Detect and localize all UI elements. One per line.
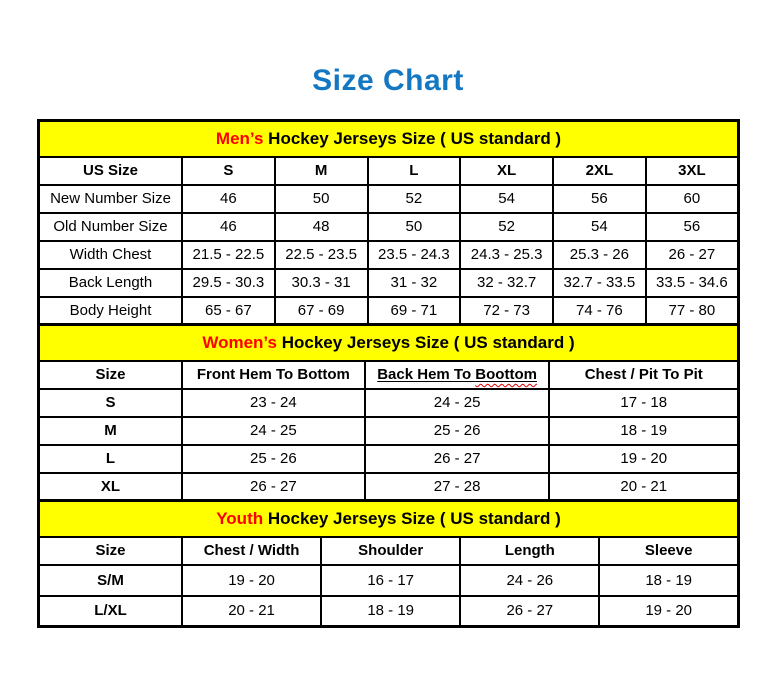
- mens-section-title-highlight: Men’s: [215, 128, 264, 148]
- cell: 19 - 20: [549, 445, 738, 473]
- col-header: S: [182, 157, 275, 185]
- row-label: S/M: [39, 565, 183, 596]
- cell: 24 - 26: [460, 565, 599, 596]
- cell: 27 - 28: [365, 473, 550, 501]
- cell: 60: [646, 185, 739, 213]
- cell: 26 - 27: [460, 596, 599, 627]
- table-row: [39, 389, 739, 417]
- col-header: Size: [39, 361, 183, 389]
- womens-size-table: [37, 323, 740, 502]
- col-header: M: [275, 157, 368, 185]
- cell: 24.3 - 25.3: [460, 241, 553, 269]
- row-label: L: [39, 445, 183, 473]
- womens-section-title-highlight: Women’s: [202, 332, 277, 352]
- cell: 32 - 32.7: [460, 269, 553, 297]
- cell: 50: [368, 213, 461, 241]
- table-row: [39, 297, 739, 325]
- youth-size-table: [37, 499, 740, 628]
- cell: 18 - 19: [599, 565, 738, 596]
- cell: 74 - 76: [553, 297, 646, 325]
- table-row: [39, 269, 739, 297]
- cell: 77 - 80: [646, 297, 739, 325]
- col-header: US Size: [39, 157, 183, 185]
- cell: 54: [460, 185, 553, 213]
- mens-section-band: [39, 121, 739, 157]
- cell: 24 - 25: [182, 417, 365, 445]
- cell: 48: [275, 213, 368, 241]
- row-label: L/XL: [39, 596, 183, 627]
- cell: 21.5 - 22.5: [182, 241, 275, 269]
- cell: 16 - 17: [321, 565, 460, 596]
- youth-section-title-rest: Hockey Jerseys Size ( US standard ): [263, 508, 561, 528]
- col-header: Sleeve: [599, 537, 738, 565]
- mens-header-row: [39, 157, 739, 185]
- cell: 54: [553, 213, 646, 241]
- col-header: Length: [460, 537, 599, 565]
- cell: 22.5 - 23.5: [275, 241, 368, 269]
- womens-section-band: [39, 325, 739, 361]
- table-row: [39, 417, 739, 445]
- table-row: [39, 241, 739, 269]
- cell: 69 - 71: [368, 297, 461, 325]
- cell: 26 - 27: [182, 473, 365, 501]
- youth-section-band: [39, 501, 739, 537]
- cell: 32.7 - 33.5: [553, 269, 646, 297]
- table-row: [39, 473, 739, 501]
- cell: 46: [182, 185, 275, 213]
- womens-section-title: [39, 325, 739, 361]
- col-header: Size: [39, 537, 183, 565]
- cell: 23.5 - 24.3: [368, 241, 461, 269]
- mens-section-title: [39, 121, 739, 157]
- cell: 46: [182, 213, 275, 241]
- womens-section-title-rest: Hockey Jerseys Size ( US standard ): [276, 332, 575, 352]
- cell: 24 - 25: [365, 389, 550, 417]
- table-row: [39, 213, 739, 241]
- table-row: [39, 565, 739, 596]
- cell: 23 - 24: [182, 389, 365, 417]
- col-header: [365, 361, 550, 389]
- cell: 25 - 26: [365, 417, 550, 445]
- col-header-text: Back Hem To: [377, 366, 476, 383]
- row-label: Width Chest: [39, 241, 183, 269]
- cell: 56: [553, 185, 646, 213]
- row-label: Back Length: [39, 269, 183, 297]
- size-chart-title: Size Chart: [312, 64, 464, 97]
- cell: 56: [646, 213, 739, 241]
- row-label: M: [39, 417, 183, 445]
- row-label: Old Number Size: [39, 213, 183, 241]
- col-header: Front Hem To Bottom: [182, 361, 365, 389]
- cell: 65 - 67: [182, 297, 275, 325]
- cell: 26 - 27: [365, 445, 550, 473]
- cell: 31 - 32: [368, 269, 461, 297]
- cell: 18 - 19: [321, 596, 460, 627]
- cell: 20 - 21: [182, 596, 321, 627]
- cell: 25.3 - 26: [553, 241, 646, 269]
- col-header-underlined: [377, 366, 537, 383]
- cell: 67 - 69: [275, 297, 368, 325]
- cell: 52: [460, 213, 553, 241]
- cell: 19 - 20: [599, 596, 738, 627]
- size-chart-tables: [37, 119, 740, 628]
- row-label: XL: [39, 473, 183, 501]
- row-label: Body Height: [39, 297, 183, 325]
- womens-header-row: [39, 361, 739, 389]
- youth-header-row: [39, 537, 739, 565]
- cell: 19 - 20: [182, 565, 321, 596]
- cell: 18 - 19: [549, 417, 738, 445]
- row-label: S: [39, 389, 183, 417]
- mens-size-table: [37, 119, 740, 326]
- col-header: Chest / Pit To Pit: [549, 361, 738, 389]
- youth-section-title-highlight: Youth: [216, 508, 264, 528]
- col-header: Shoulder: [321, 537, 460, 565]
- cell: 17 - 18: [549, 389, 738, 417]
- mens-section-title-rest: Hockey Jerseys Size ( US standard ): [263, 128, 562, 148]
- cell: 52: [368, 185, 461, 213]
- cell: 50: [275, 185, 368, 213]
- cell: 30.3 - 31: [275, 269, 368, 297]
- col-header: 3XL: [646, 157, 739, 185]
- table-row: [39, 596, 739, 627]
- table-row: [39, 445, 739, 473]
- col-header: Chest / Width: [182, 537, 321, 565]
- cell: 20 - 21: [549, 473, 738, 501]
- cell: 25 - 26: [182, 445, 365, 473]
- table-row: [39, 185, 739, 213]
- cell: 29.5 - 30.3: [182, 269, 275, 297]
- col-header: L: [368, 157, 461, 185]
- youth-section-title: [39, 501, 739, 537]
- misspelled-word-squiggle: Boottom: [475, 366, 537, 383]
- cell: 33.5 - 34.6: [646, 269, 739, 297]
- cell: 72 - 73: [460, 297, 553, 325]
- cell: 26 - 27: [646, 241, 739, 269]
- col-header: XL: [460, 157, 553, 185]
- col-header: 2XL: [553, 157, 646, 185]
- row-label: New Number Size: [39, 185, 183, 213]
